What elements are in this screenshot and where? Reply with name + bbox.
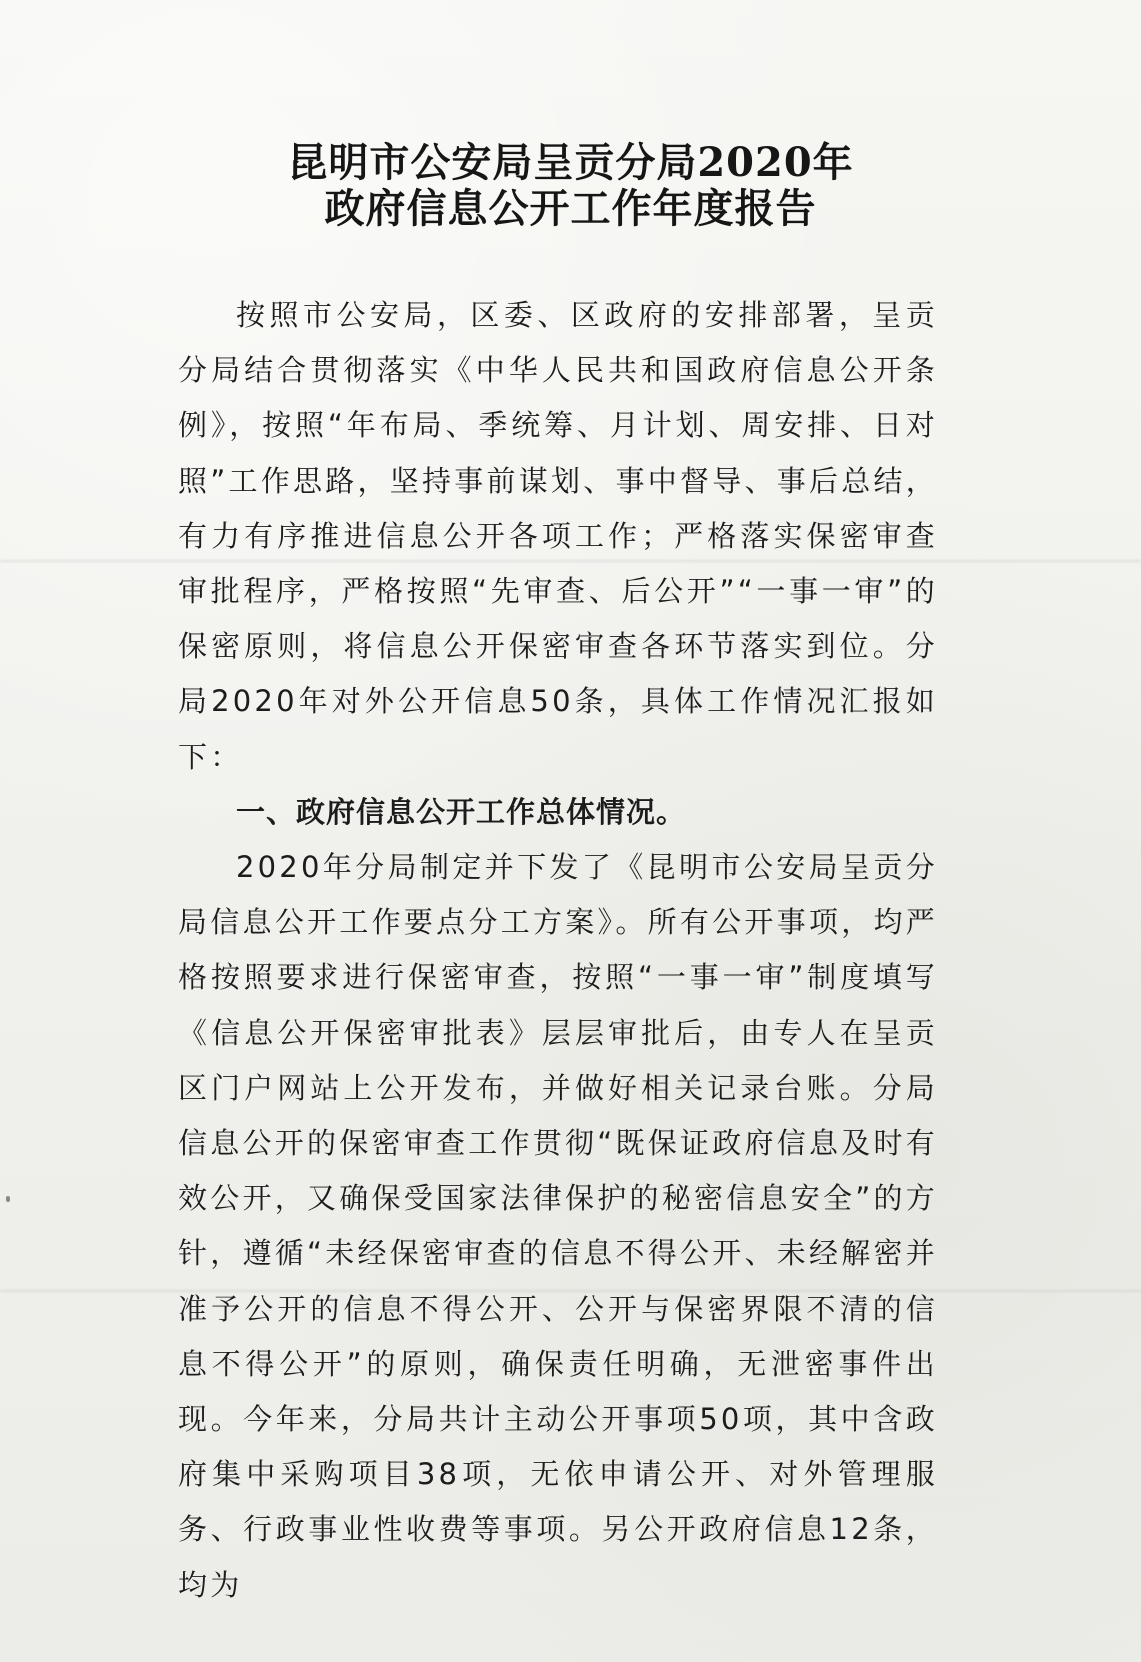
report-body: [178, 288, 938, 1613]
intro-paragraph: 按照市公安局，区委、区政府的安排部署，呈贡分局结合贯彻落实《中华人民共和国政府信息公开条例》，按照“年布局、季统筹、月计划、周安排、日对照”工作思路，坚持事前谋划、事中督导、事后总结，有力有序推进信息公开各项工作；严格落实保密审查审批程序，严格按照“先审查、后公开”“一事一审”的保密原则，将信息公开保密审查各环节落实到位。分局2020年对外公开信息50条，具体工作情况汇报如下：: [178, 298, 938, 774]
margin-speck: [6, 1196, 10, 1202]
section-paragraph: 2020年分局制定并下发了《昆明市公安局呈贡分局信息公开工作要点分工方案》。所有公开事项，均严格按照要求进行保密审查，按照“一事一审”制度填写《信息公开保密审批表》层层审批后，由专人在呈贡区门户网站上公开发布，并做好相关记录台账。分局信息公开的保密审查工作贯彻“既保证政府信息及时有效公开，又确保受国家法律保护的秘密信息安全”的方针，遵循“未经保密审查的信息不得公开、未经解密并准予公开的信息不得公开、公开与保密界限不清的信息不得公开”的原则，确保责任明确，无泄密事件出现。今年来，分局共计主动公开事项50项，其中含政府集中采购项目38项，无依申请公开、对外管理服务、行政事业性收费等事项。另公开政府信息12条，均为: [178, 850, 938, 1602]
report-title-line-2: 政府信息公开工作年度报告: [324, 185, 817, 232]
section-heading: 一、政府信息公开工作总体情况。: [236, 794, 687, 829]
report-title-line-1: 昆明市公安局呈贡分局2020年: [287, 139, 854, 186]
